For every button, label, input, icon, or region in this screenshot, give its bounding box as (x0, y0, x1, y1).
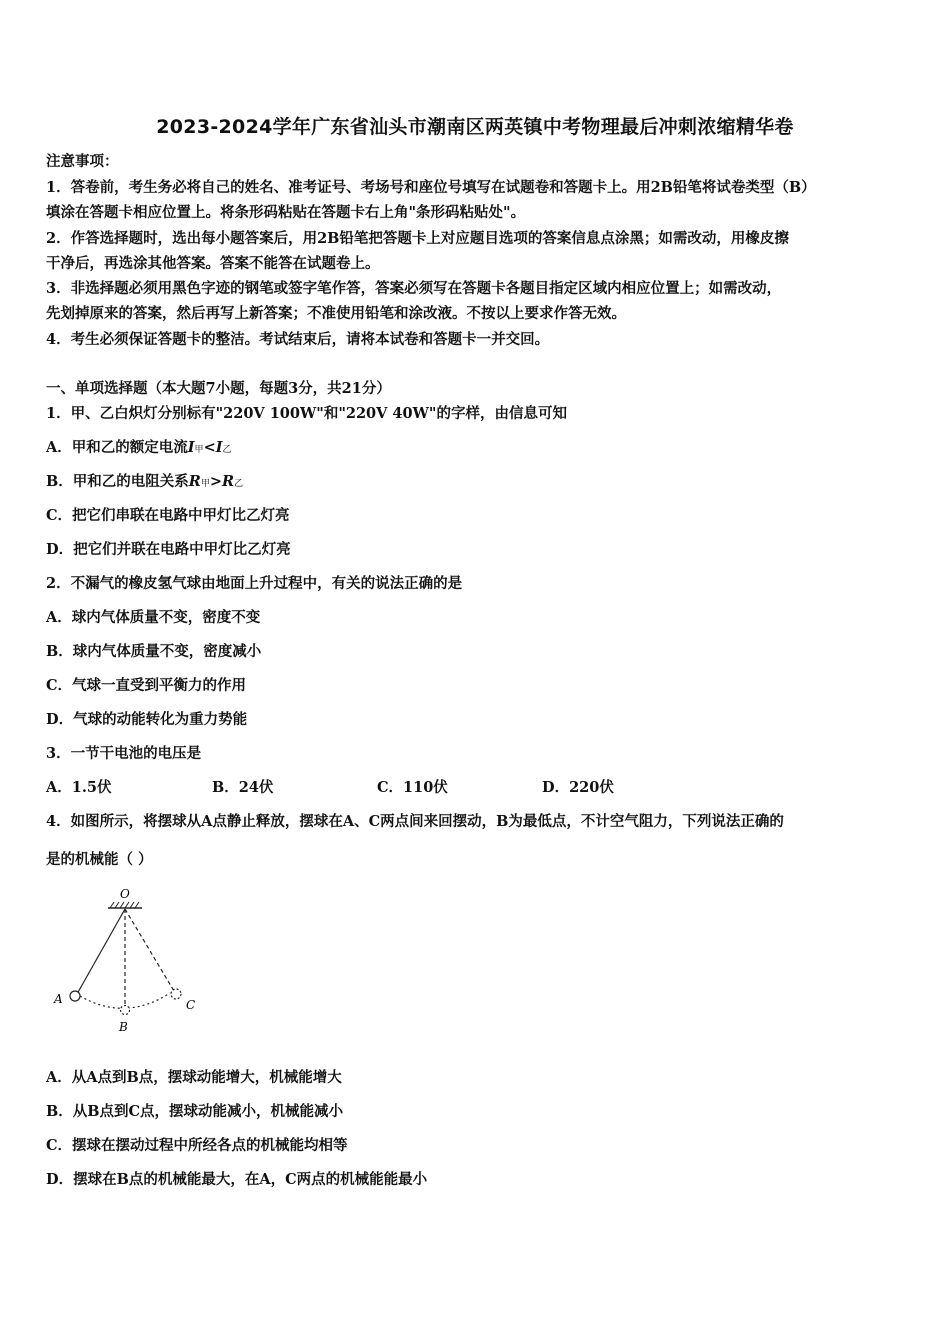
question-2-option-b: B．球内气体质量不变，密度减小 (46, 643, 262, 660)
dashed-line-to-c (125, 909, 174, 991)
question-4-option-d: D．摆球在B点的机械能最大，在A，C两点的机械能能最小 (46, 1171, 428, 1188)
question-4-stem-continued: 是的机械能（ ） (46, 851, 153, 868)
notice-line: 4．考生必须保证答题卡的整洁。考试结束后，请将本试卷和答题卡一并交回。 (46, 331, 550, 348)
notice-line: 干净后，再选涂其他答案。答案不能答在试题卷上。 (46, 255, 380, 272)
operator: < (203, 439, 216, 456)
question-3-option-d: D．220伏 (542, 779, 614, 796)
pendulum-diagram (50, 882, 210, 1042)
question-3-stem: 3．一节干电池的电压是 (46, 745, 202, 762)
question-1-option-a (46, 436, 232, 457)
variable: R (188, 473, 201, 490)
question-4-option-b: B．从B点到C点，摆球动能减小，机械能减小 (46, 1103, 344, 1120)
question-2-option-c: C．气球一直受到平衡力的作用 (46, 677, 247, 694)
option-text: A．甲和乙的额定电流 (46, 439, 188, 456)
subscript: 甲 (200, 479, 210, 489)
option-text: B．甲和乙的电阻关系 (46, 473, 189, 490)
question-1-option-d: D．把它们并联在电路中甲灯比乙灯亮 (46, 541, 291, 558)
question-2-stem: 2．不漏气的橡皮氢气球由地面上升过程中，有关的说法正确的是 (46, 575, 463, 592)
question-1-stem: 1．甲、乙白炽灯分别标有"220V 100W"和"220V 40W"的字样，由信息可知 (46, 405, 567, 422)
subscript: 甲 (194, 445, 204, 455)
label-o: O (120, 887, 130, 901)
question-4-option-c: C．摆球在摆动过程中所经各点的机械能均相等 (46, 1137, 348, 1154)
ball-at-c (171, 989, 181, 999)
question-3-option-c: C．110伏 (377, 779, 448, 796)
ball-at-b (121, 1006, 130, 1015)
question-3-option-a: A．1.5伏 (46, 779, 112, 796)
ceiling-hatching (110, 902, 139, 908)
section-heading: 一、单项选择题（本大题7小题，每题3分，共21分） (46, 380, 391, 397)
label-b: B (119, 1020, 128, 1034)
operator: > (209, 473, 222, 490)
question-2-option-a: A．球内气体质量不变，密度不变 (46, 609, 261, 626)
question-4-option-a: A．从A点到B点，摆球动能增大，机械能增大 (46, 1069, 342, 1086)
question-3-option-b: B．24伏 (212, 779, 274, 796)
pendulum-string (77, 909, 125, 994)
question-2-option-d: D．气球的动能转化为重力势能 (46, 711, 248, 728)
question-1-option-b (46, 470, 243, 491)
notice-line: 3．非选择题必须用黑色字迹的钢笔或签字笔作答，答案必须写在答题卡各题目指定区域内相应位置上；如需改动， (46, 280, 782, 297)
label-c: C (186, 998, 196, 1012)
subscript: 乙 (234, 479, 244, 489)
notice-line: 2．作答选择题时，选出每小题答案后，用2B铅笔把答题卡上对应题目选项的答案信息点涂黑；如需改动，用橡皮擦 (46, 230, 789, 247)
question-1-option-c: C．把它们串联在电路中甲灯比乙灯亮 (46, 507, 290, 524)
notice-line: 填涂在答题卡相应位置上。将条形码粘贴在答题卡右上角"条形码粘贴处"。 (46, 204, 526, 221)
notice-line: 1．答卷前，考生务必将自己的姓名、准考证号、考场号和座位号填写在试题卷和答题卡上。用2B铅笔将试卷类型（B） (46, 179, 816, 196)
label-a: A (54, 992, 63, 1006)
variable: R (222, 473, 235, 490)
subscript: 乙 (222, 445, 232, 455)
page-title: 2023-2024学年广东省汕头市潮南区两英镇中考物理最后冲刺浓缩精华卷 (156, 116, 794, 138)
question-4-stem: 4．如图所示，将摆球从A点静止释放，摆球在A、C两点间来回摆动，B为最低点，不计空气阻力，下列说法正确的 (46, 813, 784, 830)
variable: I (215, 439, 223, 456)
variable: I (187, 439, 195, 456)
ball-at-a (70, 991, 80, 1001)
notice-line: 先划掉原来的答案，然后再写上新答案；不准使用铅笔和涂改液。不按以上要求作答无效。 (46, 305, 626, 322)
notice-heading: 注意事项： (46, 153, 119, 170)
